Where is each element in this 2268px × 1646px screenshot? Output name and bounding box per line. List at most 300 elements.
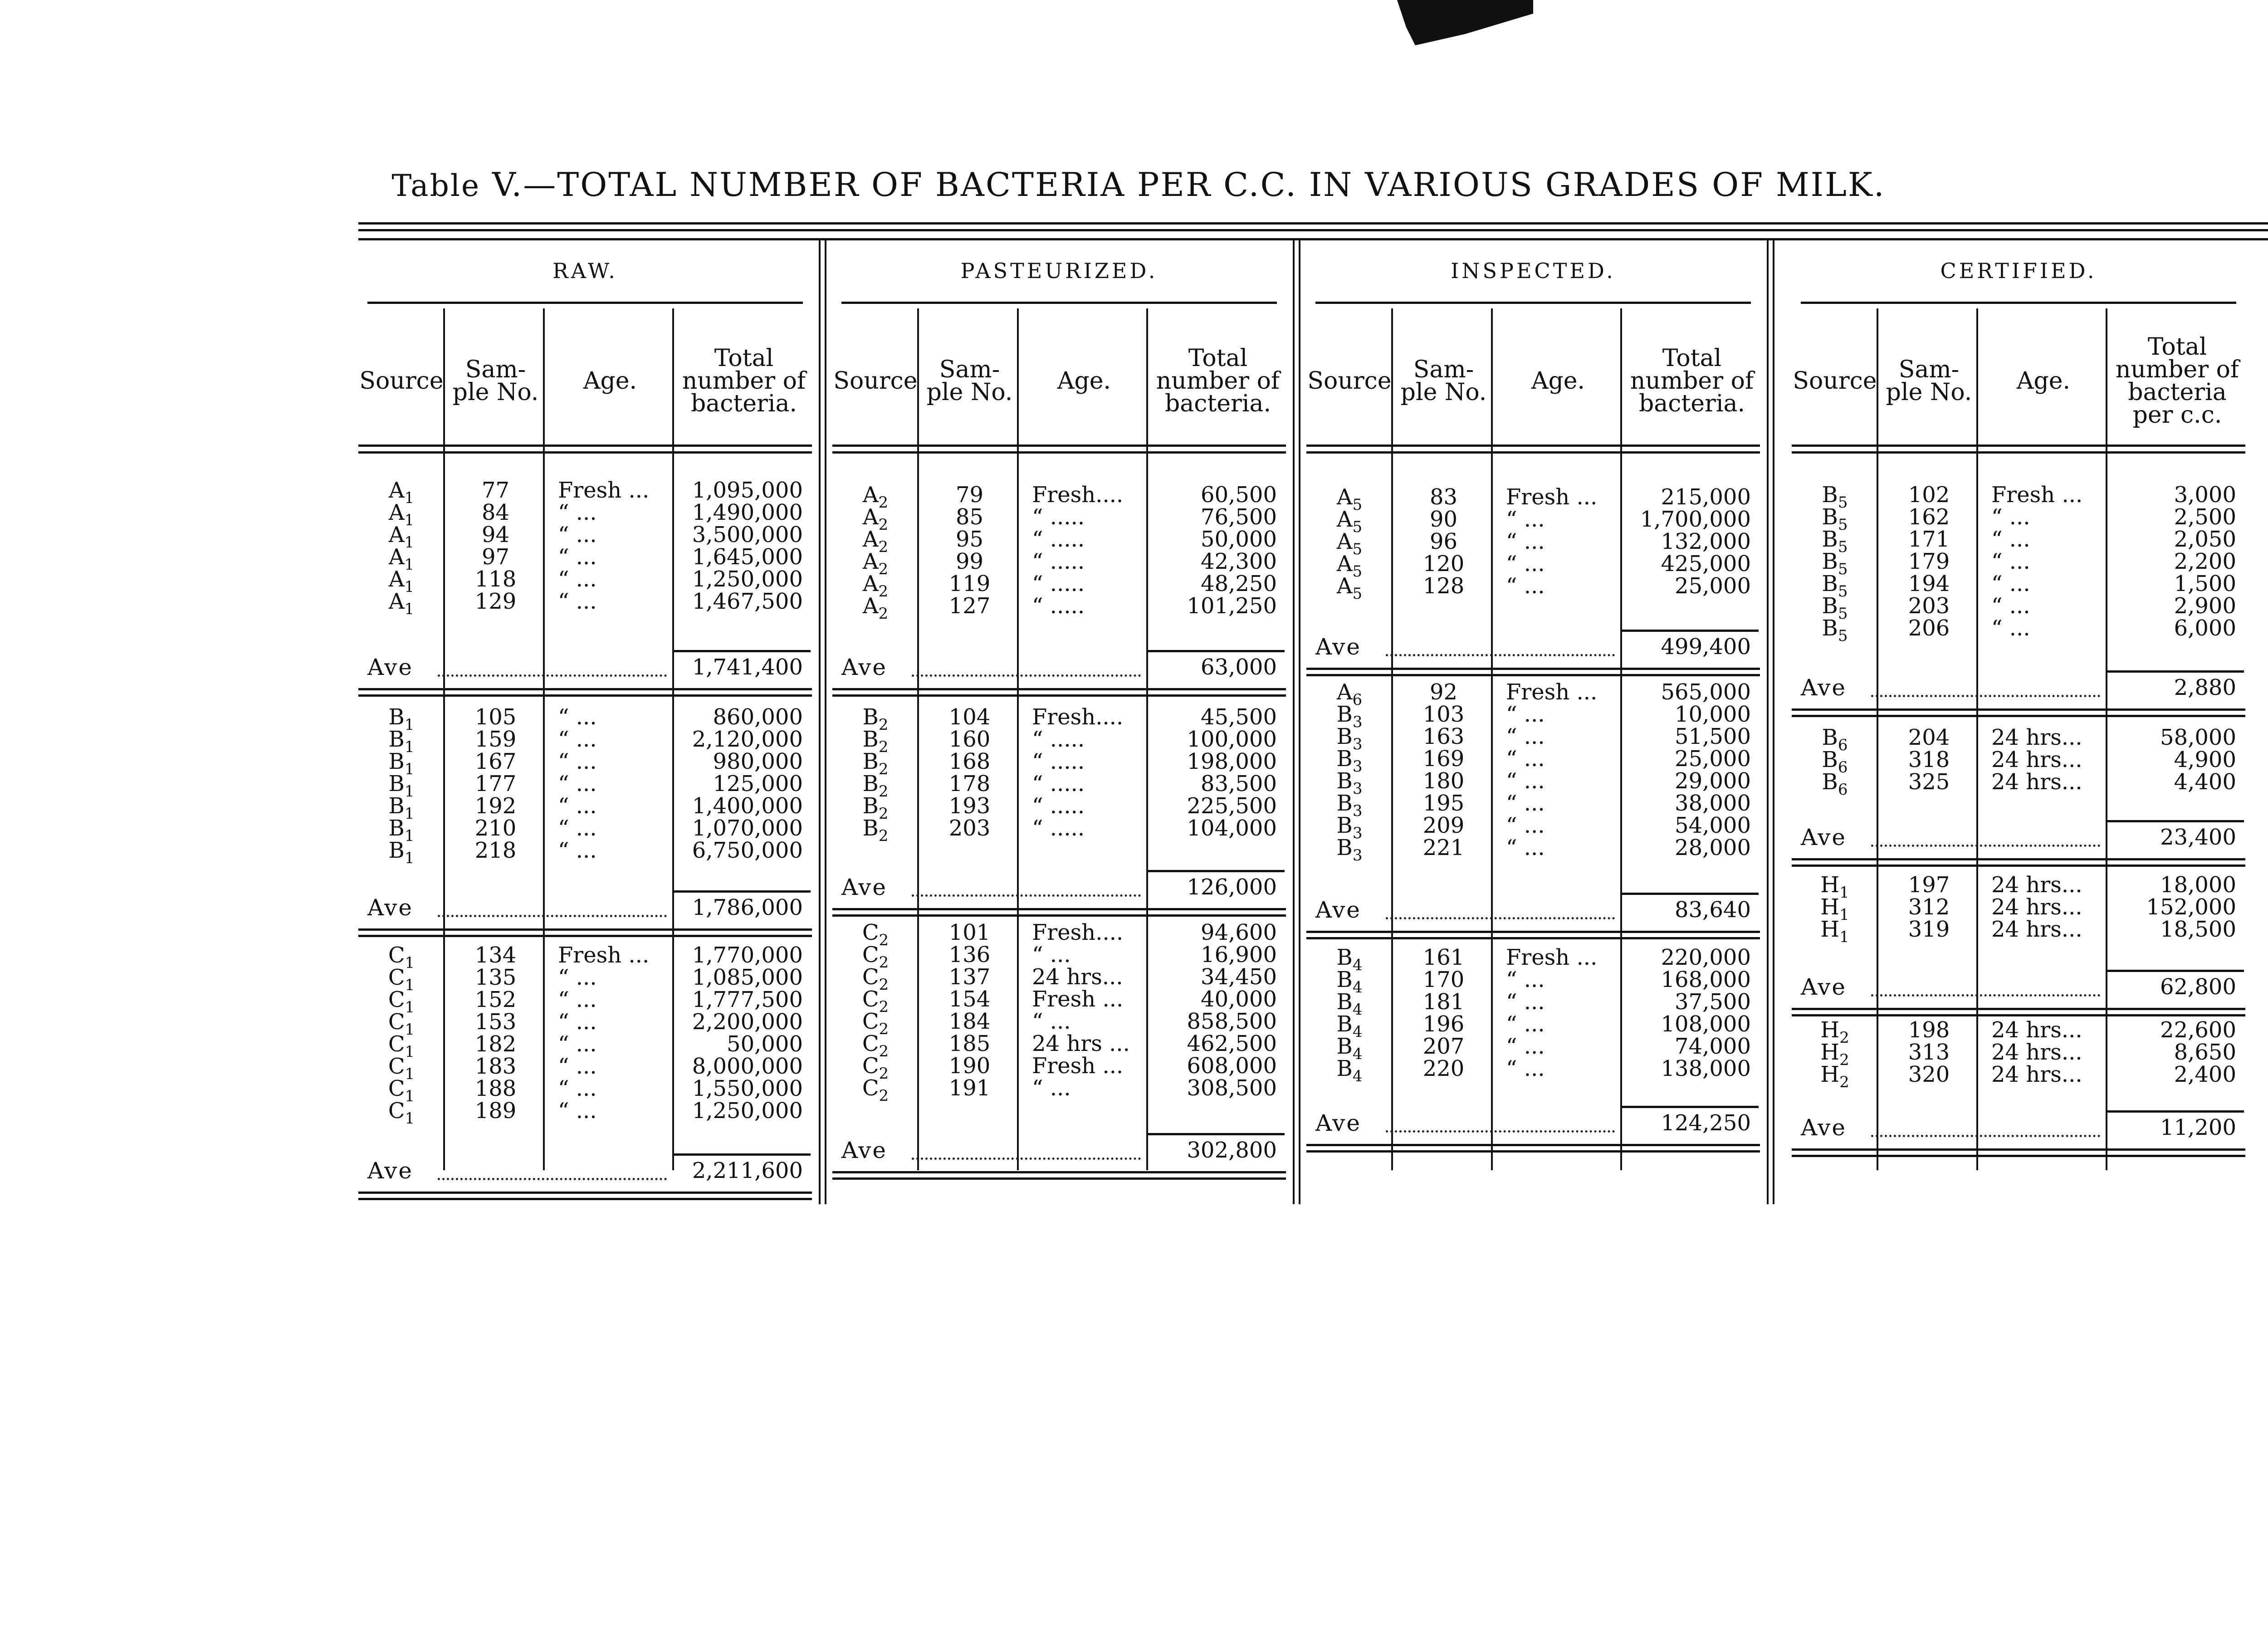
source-subscript: 2 [878, 560, 889, 578]
age-cell: Fresh ... [558, 478, 650, 503]
age-cell: “ ... [1506, 1034, 1545, 1059]
section-heading-rule [367, 302, 803, 304]
source-cell: $B_5$ [1822, 593, 1848, 623]
source-subscript: 1 [404, 533, 415, 552]
total-bacteria-cell: 2,400 [2174, 1062, 2236, 1087]
group-rule-inner [358, 935, 812, 937]
source-cell: $B_1$ [388, 816, 415, 845]
sample-number-cell: 196 [1422, 1011, 1465, 1037]
header-rule-inner [1306, 451, 1760, 454]
source-subscript: 2 [879, 998, 889, 1016]
group-rule [1306, 1144, 1760, 1146]
age-cell: Fresh.... [1032, 704, 1124, 730]
source-cell: $C_2$ [862, 1031, 889, 1060]
average-value: 63,000 [1201, 654, 1277, 680]
age-cell: Fresh ... [1506, 945, 1598, 970]
source-subscript: 3 [1352, 713, 1363, 731]
group-rule [1792, 1148, 2245, 1151]
col-total-header: Total number of bacteria. [1630, 345, 1754, 417]
group-rule [1792, 1008, 2245, 1010]
source-cell: $B_3$ [1336, 746, 1363, 776]
section-separator-inner [825, 238, 826, 1204]
age-cell: “ ..... [1032, 527, 1085, 552]
col-age-header: Age. [2016, 367, 2071, 395]
header-rule [1306, 444, 1760, 447]
sample-number-cell: 102 [1908, 482, 1950, 508]
sample-number-cell: 318 [1908, 747, 1950, 772]
average-label: Ave [1315, 634, 1361, 660]
total-bacteria-cell: 42,300 [1201, 549, 1277, 574]
header-rule-inner [832, 451, 1286, 454]
sample-number-cell: 168 [948, 749, 991, 774]
age-cell: “ ... [1506, 507, 1545, 532]
source-cell: $A_6$ [1336, 679, 1363, 709]
average-label: Ave [367, 894, 413, 921]
col-source-header: Source [1307, 367, 1392, 395]
sample-number-cell: 320 [1908, 1062, 1950, 1087]
source-subscript: 1 [404, 489, 415, 507]
source-cell: $C_1$ [388, 1009, 415, 1039]
total-bacteria-cell: 60,500 [1201, 482, 1277, 508]
source-cell: $C_2$ [862, 942, 889, 972]
sample-number-cell: 103 [1422, 702, 1465, 727]
sample-number-cell: 179 [1908, 549, 1950, 574]
section-separator [1293, 238, 1295, 1204]
age-cell: “ ... [558, 1098, 597, 1123]
sample-number-cell: 137 [948, 964, 991, 990]
source-subscript: 1 [405, 1065, 415, 1083]
source-subscript: 5 [1352, 496, 1363, 514]
total-bacteria-cell: 51,500 [1675, 724, 1751, 749]
source-cell: $A_2$ [862, 571, 889, 601]
group-rule-inner [832, 694, 1286, 697]
age-cell: “ ..... [1032, 793, 1085, 819]
sample-number-cell: 218 [474, 838, 517, 863]
sample-number-cell: 152 [474, 987, 517, 1012]
source-subscript: 2 [878, 760, 889, 778]
source-subscript: 2 [879, 976, 889, 994]
source-cell: $B_3$ [1336, 835, 1363, 865]
age-cell: “ ... [558, 704, 597, 730]
dot-leader [1386, 654, 1615, 656]
source-cell: $C_2$ [862, 987, 889, 1016]
total-bacteria-cell: 152,000 [2146, 894, 2236, 920]
average-value: 124,250 [1661, 1110, 1751, 1136]
age-cell: “ ... [1506, 1056, 1545, 1081]
source-cell: $B_6$ [1822, 769, 1848, 799]
total-bacteria-cell: 4,900 [2174, 747, 2236, 772]
sample-number-cell: 170 [1422, 967, 1465, 992]
source-cell: $B_4$ [1336, 967, 1363, 996]
source-cell: $C_1$ [388, 943, 415, 972]
source-subscript: 5 [1352, 562, 1363, 581]
section-heading: RAW. [552, 259, 618, 283]
sample-number-cell: 154 [948, 987, 991, 1012]
source-subscript: 2 [878, 827, 889, 845]
col-age-header: Age. [1057, 367, 1111, 395]
dot-leader [1386, 1130, 1615, 1133]
sample-number-cell: 183 [474, 1054, 517, 1079]
sample-number-cell: 312 [1908, 894, 1950, 920]
source-cell: $B_4$ [1336, 945, 1363, 974]
total-bacteria-cell: 1,095,000 [692, 478, 803, 503]
source-cell: $C_1$ [388, 987, 415, 1016]
sample-number-cell: 94 [481, 522, 510, 547]
source-cell: $B_1$ [388, 771, 415, 801]
source-cell: $B_1$ [388, 793, 415, 823]
age-cell: Fresh ... [558, 943, 650, 968]
total-bacteria-cell: 2,900 [2174, 593, 2236, 619]
age-cell: “ ..... [1032, 571, 1085, 596]
top-rule-inner [358, 229, 2268, 231]
total-bacteria-cell: 2,120,000 [692, 727, 803, 752]
total-bacteria-cell: 25,000 [1675, 746, 1751, 772]
total-bacteria-cell: 100,000 [1187, 727, 1277, 752]
source-cell: $B_1$ [388, 838, 415, 867]
total-bacteria-cell: 58,000 [2160, 725, 2236, 750]
group-rule [832, 688, 1286, 690]
header-rule-inner [358, 451, 812, 454]
sample-number-cell: 184 [948, 1009, 991, 1034]
source-subscript: 5 [1352, 518, 1363, 536]
total-bacteria-cell: 10,000 [1675, 702, 1751, 727]
sample-number-cell: 192 [474, 793, 517, 819]
group-rule-inner [1792, 1155, 2245, 1157]
age-cell: Fresh ... [1506, 484, 1598, 510]
total-bacteria-cell: 125,000 [713, 771, 803, 796]
dot-leader [912, 1158, 1141, 1160]
age-cell: 24 hrs... [1991, 725, 2082, 750]
source-subscript: 1 [405, 1087, 415, 1105]
group-rule [358, 688, 812, 690]
source-cell: $C_2$ [862, 920, 889, 949]
sample-number-cell: 209 [1422, 813, 1465, 838]
sample-number-cell: 90 [1429, 507, 1458, 532]
source-subscript: 4 [1352, 1023, 1363, 1041]
average-value: 2,211,600 [692, 1158, 803, 1183]
average-label: Ave [841, 1137, 887, 1163]
source-cell: $B_6$ [1822, 747, 1848, 777]
total-bacteria-cell: 215,000 [1661, 484, 1751, 510]
dot-leader [438, 1178, 667, 1180]
source-subscript: 2 [878, 538, 889, 556]
group-rule-inner [1306, 674, 1760, 676]
group-rule-inner [1792, 1014, 2245, 1016]
total-bacteria-cell: 74,000 [1675, 1034, 1751, 1059]
average-value: 1,741,400 [692, 654, 803, 680]
source-cell: $B_2$ [862, 704, 889, 734]
sample-number-cell: 189 [474, 1098, 517, 1123]
age-cell: “ ..... [1032, 771, 1085, 796]
source-subscript: 1 [405, 976, 415, 994]
source-cell: $A_1$ [388, 522, 415, 552]
total-bacteria-cell: 50,000 [727, 1031, 803, 1057]
sample-number-cell: 198 [1908, 1017, 1950, 1043]
sample-number-cell: 119 [948, 571, 991, 596]
total-bacteria-cell: 29,000 [1675, 768, 1751, 794]
sample-number-cell: 84 [481, 500, 510, 525]
age-cell: 24 hrs... [1032, 964, 1123, 990]
source-cell: $H_1$ [1820, 917, 1849, 946]
sample-number-cell: 92 [1429, 679, 1458, 705]
source-cell: $C_1$ [388, 965, 415, 994]
total-bacteria-cell: 8,650 [2174, 1040, 2236, 1065]
average-label: Ave [1315, 1110, 1361, 1136]
sample-number-cell: 313 [1908, 1040, 1950, 1065]
sample-number-cell: 167 [474, 749, 517, 774]
col-source-header: Source [833, 367, 918, 395]
age-cell: “ ..... [1032, 549, 1085, 574]
source-subscript: 2 [878, 782, 889, 801]
total-bacteria-cell: 101,250 [1187, 593, 1277, 619]
group-rule [1792, 708, 2245, 711]
source-subscript: 4 [1352, 1067, 1363, 1085]
age-cell: “ ... [558, 793, 597, 819]
col-sample-header: Sam- ple No. [1400, 356, 1487, 406]
source-subscript: 3 [1352, 757, 1363, 776]
source-cell: $B_2$ [862, 771, 889, 801]
source-subscript: 4 [1352, 1001, 1363, 1019]
col-source-header: Source [359, 367, 444, 395]
age-cell: Fresh.... [1032, 920, 1124, 945]
sample-number-cell: 79 [955, 482, 984, 508]
sample-number-cell: 153 [474, 1009, 517, 1035]
sample-number-cell: 210 [474, 816, 517, 841]
total-bacteria-cell: 18,000 [2160, 872, 2236, 898]
source-subscript: 5 [1838, 605, 1848, 623]
source-cell: $A_2$ [862, 504, 889, 534]
source-cell: $B_4$ [1336, 1011, 1363, 1041]
source-subscript: 1 [404, 716, 415, 734]
total-bacteria-cell: 565,000 [1661, 679, 1751, 705]
source-subscript: 2 [878, 716, 889, 734]
source-subscript: 2 [878, 605, 889, 623]
age-cell: “ ... [1991, 504, 2030, 530]
average-value: 62,800 [2160, 974, 2236, 1000]
average-value: 302,800 [1187, 1138, 1277, 1163]
source-cell: $A_2$ [862, 527, 889, 556]
section-heading-rule [1315, 302, 1751, 304]
dot-leader [1871, 695, 2100, 697]
source-subscript: 5 [1838, 582, 1848, 601]
source-cell: $B_5$ [1822, 615, 1848, 645]
age-cell: “ ... [1506, 529, 1545, 554]
sample-number-cell: 161 [1422, 945, 1465, 970]
sample-number-cell: 190 [948, 1053, 991, 1079]
source-cell: $A_1$ [388, 544, 415, 574]
source-subscript: 2 [1839, 1073, 1849, 1091]
average-rule [2106, 970, 2244, 972]
total-bacteria-cell: 54,000 [1675, 813, 1751, 838]
source-subscript: 6 [1838, 781, 1848, 799]
group-rule-inner [358, 1198, 812, 1200]
source-cell: $A_1$ [388, 500, 415, 529]
source-cell: $B_1$ [388, 727, 415, 756]
total-bacteria-cell: 1,070,000 [692, 816, 803, 841]
source-cell: $A_5$ [1336, 484, 1363, 514]
total-bacteria-cell: 1,400,000 [692, 793, 803, 819]
average-value: 83,640 [1675, 897, 1751, 923]
age-cell: “ ... [558, 1054, 597, 1079]
age-cell: “ ... [1032, 942, 1071, 967]
sample-number-cell: 207 [1422, 1034, 1465, 1059]
source-subscript: 3 [1352, 780, 1363, 798]
total-bacteria-cell: 168,000 [1661, 967, 1751, 992]
source-subscript: 1 [404, 578, 415, 596]
age-cell: Fresh ... [1506, 679, 1598, 705]
sample-number-cell: 128 [1422, 573, 1465, 599]
source-cell: $A_1$ [388, 478, 415, 507]
age-cell: “ ... [558, 589, 597, 614]
sample-number-cell: 136 [948, 942, 991, 967]
total-bacteria-cell: 40,000 [1201, 987, 1277, 1012]
total-bacteria-cell: 104,000 [1187, 816, 1277, 841]
average-label: Ave [1315, 897, 1361, 923]
source-subscript: 5 [1838, 627, 1848, 645]
source-cell: $B_3$ [1336, 702, 1363, 731]
source-cell: $A_5$ [1336, 507, 1363, 536]
sample-number-cell: 120 [1422, 551, 1465, 576]
age-cell: Fresh ... [1032, 987, 1124, 1012]
group-rule-inner [832, 914, 1286, 917]
total-bacteria-cell: 1,250,000 [692, 567, 803, 592]
source-cell: $B_3$ [1336, 768, 1363, 798]
average-rule [1146, 1133, 1285, 1135]
age-cell: “ ... [1506, 1011, 1545, 1037]
age-cell: “ ... [558, 522, 597, 547]
col-total-header: Total number of bacteria. [682, 345, 806, 417]
total-bacteria-cell: 1,700,000 [1640, 507, 1751, 532]
total-bacteria-cell: 22,600 [2160, 1017, 2236, 1043]
total-bacteria-cell: 25,000 [1675, 573, 1751, 599]
sample-number-cell: 97 [481, 544, 510, 570]
age-cell: “ ... [558, 1031, 597, 1057]
source-subscript: 1 [1839, 906, 1849, 924]
age-cell: 24 hrs... [1991, 769, 2082, 795]
age-cell: “ ..... [1032, 504, 1085, 530]
source-cell: $B_4$ [1336, 1034, 1363, 1063]
source-subscript: 1 [1839, 884, 1849, 902]
age-cell: 24 hrs... [1991, 894, 2082, 920]
header-rule-inner [1792, 451, 2245, 454]
age-cell: “ ..... [1032, 816, 1085, 841]
source-subscript: 2 [879, 1020, 889, 1038]
source-subscript: 3 [1352, 846, 1363, 865]
source-cell: $H_1$ [1820, 872, 1849, 902]
section-heading-rule [1801, 302, 2236, 304]
sample-number-cell: 188 [474, 1076, 517, 1101]
group-rule [358, 928, 812, 931]
sample-number-cell: 135 [474, 965, 517, 990]
group-rule-inner [358, 694, 812, 697]
source-cell: $A_5$ [1336, 551, 1363, 581]
sample-number-cell: 206 [1908, 615, 1950, 641]
dot-leader [912, 894, 1141, 897]
source-subscript: 2 [878, 516, 889, 534]
source-cell: $B_2$ [862, 793, 889, 823]
age-cell: “ ... [558, 771, 597, 796]
source-subscript: 6 [1838, 758, 1848, 777]
total-bacteria-cell: 1,777,500 [692, 987, 803, 1012]
average-label: Ave [367, 1158, 413, 1184]
source-subscript: 2 [879, 953, 889, 972]
source-cell: $B_5$ [1822, 527, 1848, 556]
source-subscript: 1 [405, 1043, 415, 1061]
group-rule [832, 1171, 1286, 1173]
source-subscript: 5 [1352, 540, 1363, 558]
age-cell: “ ... [1506, 551, 1545, 576]
source-cell: $A_2$ [862, 482, 889, 512]
header-rule [358, 444, 812, 447]
total-bacteria-cell: 1,467,500 [692, 589, 803, 614]
group-rule-inner [1306, 937, 1760, 939]
sample-number-cell: 178 [948, 771, 991, 796]
sample-number-cell: 162 [1908, 504, 1950, 530]
total-bacteria-cell: 860,000 [713, 704, 803, 730]
age-cell: “ ... [1506, 989, 1545, 1015]
total-bacteria-cell: 1,645,000 [692, 544, 803, 570]
source-subscript: 2 [879, 1042, 889, 1060]
source-cell: $C_1$ [388, 1076, 415, 1105]
source-cell: $B_3$ [1336, 813, 1363, 842]
sample-number-cell: 85 [955, 504, 984, 530]
source-cell: $H_2$ [1820, 1040, 1849, 1069]
total-bacteria-cell: 3,000 [2174, 482, 2236, 508]
table-title-main: V.—TOTAL NUMBER OF BACTERIA PER C.C. IN VARIOUS GRADES OF MILK. [492, 166, 1886, 204]
age-cell: “ ... [1506, 746, 1545, 772]
sample-number-cell: 171 [1908, 527, 1950, 552]
col-sample-header: Sam- ple No. [926, 356, 1013, 406]
total-bacteria-cell: 28,000 [1675, 835, 1751, 860]
source-cell: $C_2$ [862, 964, 889, 994]
average-rule [2106, 820, 2244, 822]
average-label: Ave [841, 874, 887, 900]
group-rule-inner [832, 1177, 1286, 1180]
source-cell: $A_2$ [862, 593, 889, 623]
ink-blot-artifact [1397, 0, 1533, 50]
section-separator-inner [1299, 238, 1300, 1204]
top-rule [358, 222, 2268, 225]
age-cell: “ ..... [1032, 593, 1085, 619]
source-cell: $A_1$ [388, 567, 415, 596]
source-subscript: 2 [878, 582, 889, 601]
col-source-header: Source [1793, 367, 1877, 395]
total-bacteria-cell: 462,500 [1187, 1031, 1277, 1056]
source-cell: $C_2$ [862, 1075, 889, 1105]
age-cell: “ ... [558, 987, 597, 1012]
sample-number-cell: 204 [1908, 725, 1950, 750]
sample-number-cell: 197 [1908, 872, 1950, 898]
source-subscript: 2 [878, 738, 889, 756]
age-cell: “ ... [558, 567, 597, 592]
age-cell: “ ... [558, 1009, 597, 1035]
dot-leader [1871, 845, 2100, 847]
source-cell: $B_5$ [1822, 482, 1848, 512]
age-cell: “ ..... [1032, 749, 1085, 774]
table-title-prefix: Table [391, 168, 481, 203]
total-bacteria-cell: 3,500,000 [692, 522, 803, 547]
total-bacteria-cell: 1,550,000 [692, 1076, 803, 1101]
dot-leader [1871, 994, 2100, 996]
source-cell: $H_2$ [1820, 1017, 1849, 1047]
source-cell: $C_1$ [388, 1054, 415, 1083]
total-bacteria-cell: 37,500 [1675, 989, 1751, 1015]
average-label: Ave [367, 654, 413, 680]
section-heading: CERTIFIED. [1940, 259, 2097, 283]
average-label: Ave [1801, 674, 1847, 701]
age-cell: “ ... [1991, 549, 2030, 574]
total-bacteria-cell: 425,000 [1661, 551, 1751, 576]
